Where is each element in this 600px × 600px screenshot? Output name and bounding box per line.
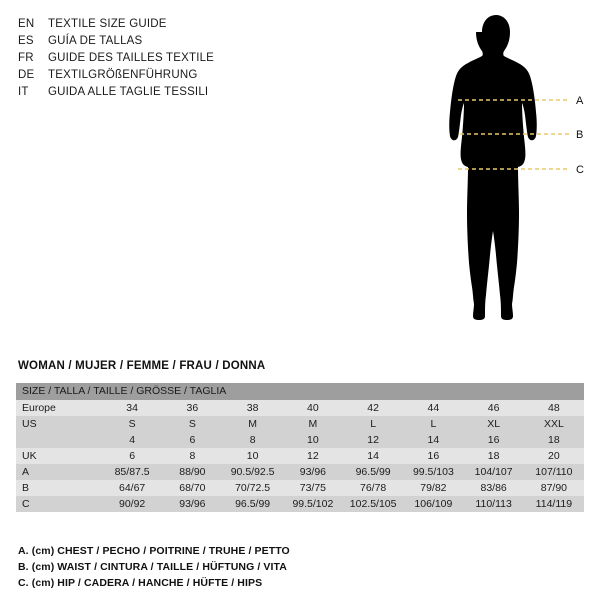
cell: 8	[162, 448, 222, 464]
female-silhouette-figure	[430, 8, 590, 368]
cell: 18	[464, 448, 524, 464]
row-label: A	[16, 464, 102, 480]
language-code: ES	[18, 35, 34, 47]
language-title: GUIDA ALLE TAGLIE TESSILI	[48, 86, 209, 98]
cell: 46	[464, 400, 524, 416]
cell: 68/70	[162, 480, 222, 496]
language-title: GUIDE DES TAILLES TEXTILE	[48, 52, 215, 64]
cell: 70/72.5	[223, 480, 283, 496]
language-code: FR	[18, 52, 34, 64]
measurement-marker-labels	[576, 95, 584, 176]
cell: 16	[403, 448, 463, 464]
table-row	[16, 496, 584, 512]
cell: 96.5/99	[343, 464, 403, 480]
table-header-row	[16, 383, 584, 400]
cell: 110/113	[464, 496, 524, 512]
cell: 96.5/99	[223, 496, 283, 512]
cell: 99.5/103	[403, 464, 463, 480]
cell: XL	[464, 416, 524, 432]
language-header-block	[18, 16, 318, 101]
cell: 12	[283, 448, 343, 464]
language-code: DE	[18, 69, 35, 81]
language-code: IT	[18, 86, 29, 98]
cell: 107/110	[524, 464, 584, 480]
row-label: US	[16, 416, 102, 432]
cell: 79/82	[403, 480, 463, 496]
cell: 85/87.5	[102, 464, 162, 480]
row-label: Europe	[16, 400, 102, 416]
cell: 4	[102, 432, 162, 448]
cell: S	[162, 416, 222, 432]
row-label: UK	[16, 448, 102, 464]
cell: 6	[102, 448, 162, 464]
cell: 106/109	[403, 496, 463, 512]
language-row	[18, 33, 318, 50]
cell: 104/107	[464, 464, 524, 480]
note-waist: B. (cm) WAIST / CINTURA / TAILLE / HÜFTUNG / VITA	[18, 561, 287, 573]
language-row	[18, 16, 318, 33]
cell: XXL	[524, 416, 584, 432]
cell: M	[223, 416, 283, 432]
cell: 44	[403, 400, 463, 416]
cell: 102.5/105	[343, 496, 403, 512]
cell: 6	[162, 432, 222, 448]
silhouette-shape	[449, 15, 537, 320]
waist-marker-label: B	[576, 129, 584, 141]
cell: 10	[223, 448, 283, 464]
cell: 90.5/92.5	[223, 464, 283, 480]
row-label: C	[16, 496, 102, 512]
size-table	[16, 383, 584, 512]
cell: 8	[223, 432, 283, 448]
row-label: B	[16, 480, 102, 496]
language-title: TEXTILE SIZE GUIDE	[48, 18, 167, 30]
table-row	[16, 400, 584, 416]
language-row	[18, 50, 318, 67]
language-title: GUÍA DE TALLAS	[48, 35, 143, 47]
cell: 42	[343, 400, 403, 416]
language-row	[18, 67, 318, 84]
measurement-notes	[18, 543, 578, 591]
cell: 114/119	[524, 496, 584, 512]
row-label	[16, 432, 102, 448]
cell: 10	[283, 432, 343, 448]
hip-marker-label: C	[576, 164, 584, 176]
chest-marker-label: A	[576, 95, 584, 107]
language-row	[18, 84, 318, 101]
cell: 73/75	[283, 480, 343, 496]
cell: L	[403, 416, 463, 432]
cell: 90/92	[102, 496, 162, 512]
table-row	[16, 416, 584, 432]
section-title: WOMAN / MUJER / FEMME / FRAU / DONNA	[18, 360, 266, 372]
cell: 88/90	[162, 464, 222, 480]
cell: 14	[343, 448, 403, 464]
cell: 93/96	[283, 464, 343, 480]
note-chest: A. (cm) CHEST / PECHO / POITRINE / TRUHE / PETTO	[18, 545, 290, 557]
table-header-label: SIZE / TALLA / TAILLE / GRÖSSE / TAGLIA	[16, 383, 584, 400]
table-row	[16, 480, 584, 496]
cell: 76/78	[343, 480, 403, 496]
cell: 14	[403, 432, 463, 448]
language-code: EN	[18, 18, 35, 30]
cell: 93/96	[162, 496, 222, 512]
cell: 38	[223, 400, 283, 416]
cell: M	[283, 416, 343, 432]
cell: 87/90	[524, 480, 584, 496]
cell: 83/86	[464, 480, 524, 496]
table-row	[16, 448, 584, 464]
cell: 36	[162, 400, 222, 416]
table-row	[16, 432, 584, 448]
cell: 99.5/102	[283, 496, 343, 512]
cell: 40	[283, 400, 343, 416]
cell: 48	[524, 400, 584, 416]
language-title: TEXTILGRÖßENFÜHRUNG	[48, 69, 198, 81]
table-row	[16, 464, 584, 480]
cell: 16	[464, 432, 524, 448]
cell: S	[102, 416, 162, 432]
cell: 20	[524, 448, 584, 464]
cell: 64/67	[102, 480, 162, 496]
cell: L	[343, 416, 403, 432]
cell: 18	[524, 432, 584, 448]
cell: 12	[343, 432, 403, 448]
cell: 34	[102, 400, 162, 416]
note-hip: C. (cm) HIP / CADERA / HANCHE / HÜFTE / HIPS	[18, 577, 263, 589]
